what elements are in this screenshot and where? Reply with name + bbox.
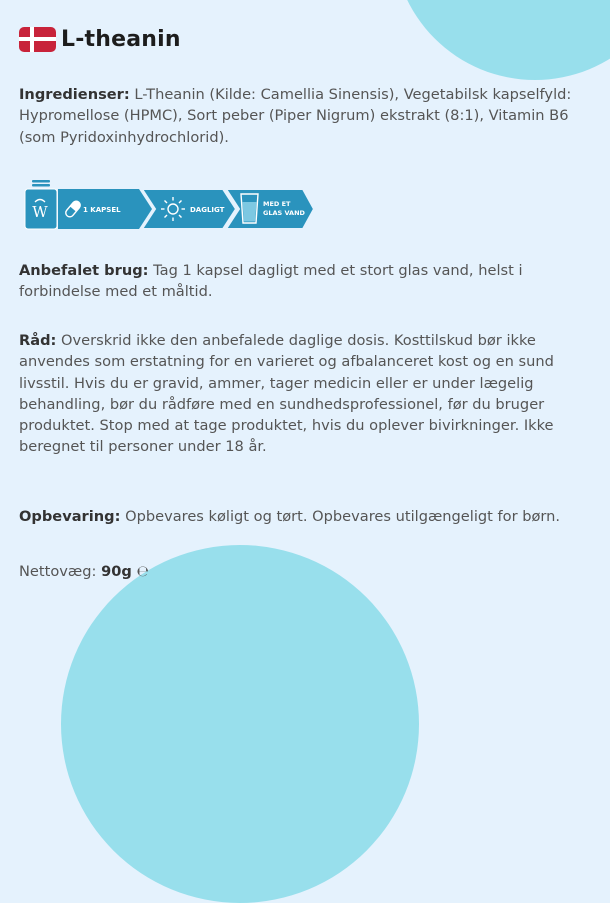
jar-icon [25,180,57,229]
usage-section [19,260,599,303]
net-weight-value: 90g [101,563,132,580]
advice-text: Overskrid ikke den anbefalede daglige dosis. Kosttilskud bør ikke anvendes som erstatning for en varieret og afbalanceret kost og en sund livsstil. Hvis du er gravid, ammer, tager medicin eller er under lægelig behandling, bør du rådføre med en sundhedsprofessionel, før du bruger produktet. Stop med at tage produktet, hvis du oplever bivirkninger. Ikke beregnet til personer under 18 år. [19,332,554,456]
advice-label: Råd: [19,332,57,349]
dosage-strip [20,180,315,234]
storage-section [19,506,599,527]
step-1-label: 1 KAPSEL [83,206,121,214]
step-3-label-line1: MED ET [263,200,291,208]
ingredients-section [19,84,599,148]
product-title: L-theanin [61,27,181,52]
net-weight-section [19,561,599,582]
step-3-label-line2: GLAS VAND [263,209,305,217]
product-header [19,27,181,52]
storage-text: Opbevares køligt og tørt. Opbevares utilgængeligt for børn. [120,508,561,525]
usage-text: Tag 1 kapsel dagligt med et stort glas vand, helst i forbindelse med et måltid. [19,262,523,301]
estimated-sign-icon: ℮ [136,563,149,580]
advice-section [19,330,599,458]
decorative-circle-bottom [61,545,419,903]
svg-text:W: W [32,203,48,221]
usage-label: Anbefalet brug: [19,262,149,279]
step-2-label: DAGLIGT [190,206,225,214]
denmark-flag-icon [19,27,56,52]
decorative-circle-top [393,0,610,80]
ingredients-label: Ingredienser: [19,86,130,103]
ingredients-text: L-Theanin (Kilde: Camellia Sinensis), Vegetabilsk kapselfyld: Hypromellose (HPMC), Sort peber (Piper Nigrum) ekstrakt (8:1), Vitamin B6 (som Pyridoxinhydrochlorid). [19,86,572,146]
storage-label: Opbevaring: [19,508,121,525]
net-weight-label: Nettovæg: [19,563,102,580]
